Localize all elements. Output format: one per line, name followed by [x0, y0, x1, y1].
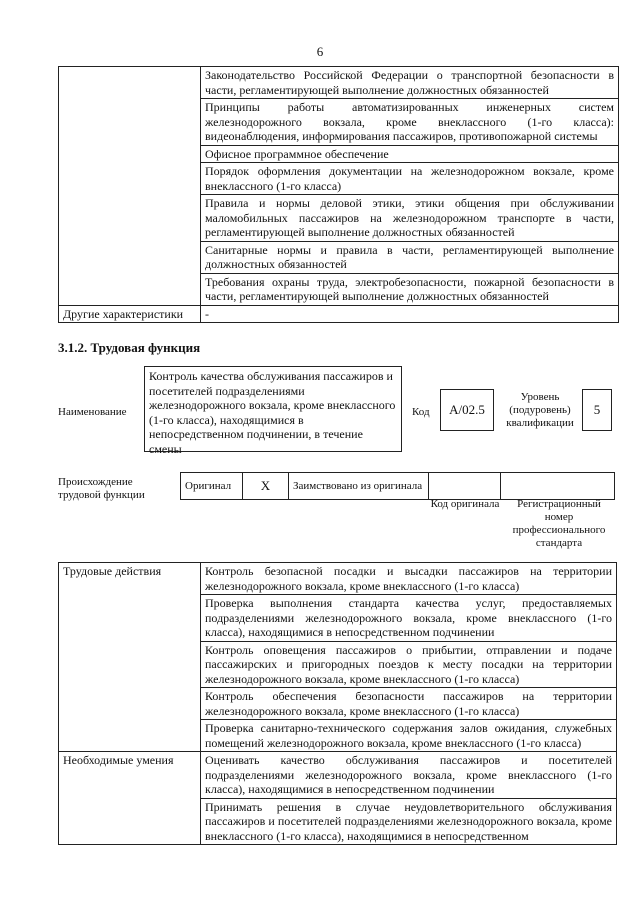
- labor-action: Контроль безопасной посадки и высадки пассажиров на территории железнодорожного вокзала, кроме внеклассного (1-го класса): [201, 563, 617, 595]
- knowledge-item: Законодательство Российской Федерации о транспортной безопасности в части, регламентирующей выполнение должностных обязанностей: [201, 67, 619, 99]
- labor-action: Контроль обеспечения безопасности пассажиров на территории железнодорожного вокзала, кроме внеклассного (1-го класса): [201, 688, 617, 720]
- table-row: [59, 305, 619, 323]
- knowledge-item: Принципы работы автоматизированных инженерных систем железнодорожного вокзала, кроме внеклассного (1-го класса): видеонаблюдения, информирования пассажиров, противопожарной системы: [201, 99, 619, 146]
- origin-reg-cell: [501, 473, 615, 500]
- skills-label: Необходимые умения: [59, 752, 201, 845]
- other-characteristics-label: Другие характеристики: [59, 305, 201, 323]
- origin-label: Происхождение трудовой функции: [58, 476, 145, 501]
- knowledge-item: Порядок оформления документации на железнодорожном вокзале, кроме внеклассного (1-го класса): [201, 163, 619, 195]
- level-value: 5: [582, 389, 612, 431]
- origin-mark: X: [243, 473, 289, 500]
- origin-code-cell: [429, 473, 501, 500]
- function-code: A/02.5: [440, 389, 494, 431]
- labor-function-table: [58, 562, 617, 845]
- labor-action: Контроль оповещения пассажиров о прибытии, отправлении и подаче пассажирских и пригородных поездов к месту посадки на территории железнодорожного вокзала, кроме внеклассного (1-го класса): [201, 641, 617, 688]
- labor-action: Проверка санитарно-технического содержания залов ожидания, служебных помещений железнодорожного вокзала, кроме внеклассного (1-го класса): [201, 720, 617, 752]
- origin-table: [180, 472, 615, 500]
- origin-borrowed: Заимствовано из оригинала: [289, 473, 429, 500]
- function-name: Контроль качества обслуживания пассажиров и посетителей подразделениями железнодорожного вокзала, кроме внеклассного (1-го класса), находящимися в непосредственном подчинении, в течение смены: [144, 366, 402, 452]
- table-row: [59, 67, 619, 99]
- name-label: Наименование: [58, 406, 127, 418]
- knowledge-item: Санитарные нормы и правила в части, регламентирующей выполнение должностных обязанностей: [201, 241, 619, 273]
- origin-reg-caption: Регистрационный номер профессионального стандарта: [512, 498, 606, 549]
- knowledge-table: [58, 66, 619, 323]
- knowledge-item: Офисное программное обеспечение: [201, 145, 619, 163]
- level-label: Уровень (подуровень) квалификации: [506, 391, 574, 429]
- section-heading: 3.1.2. Трудовая функция: [58, 340, 201, 355]
- table-row: [181, 473, 615, 500]
- table-cell-empty: [59, 67, 201, 306]
- other-characteristics-value: -: [201, 305, 619, 323]
- labor-action: Проверка выполнения стандарта качества услуг, предоставляемых подразделениями железнодорожного вокзала, кроме внеклассного (1-го класса), находящимися в непосредственном подчинении: [201, 595, 617, 642]
- origin-code-caption: Код оригинала: [430, 498, 500, 510]
- skill-item: Принимать решения в случае неудовлетворительного обслуживания пассажиров и посетителей подразделениями железнодорожного вокзала, кроме внеклассного (1-го класса), находящимися в непосредственном: [201, 798, 617, 845]
- knowledge-item: Правила и нормы деловой этики, этики общения при обслуживании маломобильных пассажиров на железнодорожном транспорте в части, регламентирующей выполнение должностных обязанностей: [201, 195, 619, 242]
- page-number: 6: [316, 44, 324, 59]
- table-row: [59, 752, 617, 799]
- skill-item: Оценивать качество обслуживания пассажиров и посетителей подразделениями железнодорожного вокзала, кроме внеклассного (1-го класса), находящимися в непосредственном подчинении: [201, 752, 617, 799]
- code-label: Код: [412, 406, 430, 418]
- origin-original: Оригинал: [181, 473, 243, 500]
- labor-actions-label: Трудовые действия: [59, 563, 201, 752]
- knowledge-item: Требования охраны труда, электробезопасности, пожарной безопасности в части, регламентирующей выполнение должностных обязанностей: [201, 273, 619, 305]
- table-row: [59, 563, 617, 595]
